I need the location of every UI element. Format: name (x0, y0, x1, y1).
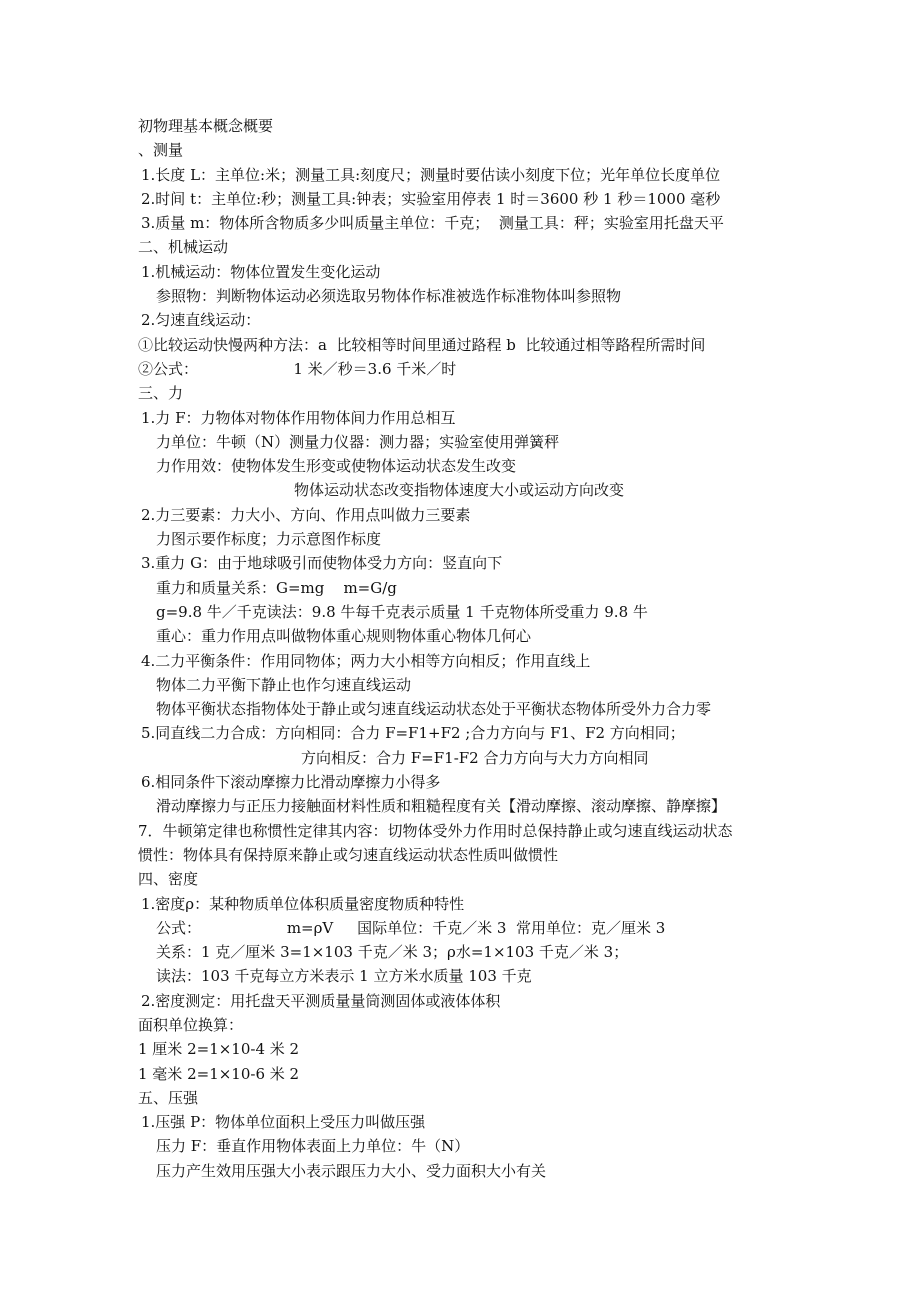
document-title: 初物理基本概念概要 (138, 117, 274, 135)
text-line: 1.力 F：力物体对物体作用物体间力作用总相互 (141, 408, 456, 427)
text-line: 重力和质量关系：G=mg m=G/g (156, 578, 397, 597)
text-line: 关系：1 克／厘米 3=1×103 千克／米 3；ρ水=1×103 千克／米 3； (156, 943, 629, 962)
text-line: 力单位：牛顿（N）测量力仪器：测力器；实验室使用弹簧秤 (156, 432, 560, 451)
text-line: 惯性：物体具有保持原来静止或匀速直线运动状态性质叫做惯性 (138, 845, 559, 864)
section-heading: 、测量 (138, 141, 184, 160)
section-heading: 五、压强 (138, 1088, 199, 1107)
text-line: 4.二力平衡条件：作用同物体；两力大小相等方向相反；作用直线上 (141, 651, 591, 670)
text-line: 物体运动状态改变指物体速度大小或运动方向改变 (294, 481, 625, 500)
text-line: g=9.8 牛／千克读法：9.8 牛每千克表示质量 1 千克物体所受重力 9.8 牛 (156, 602, 648, 621)
text-line: 公式： m=ρV 国际单位：千克／米 3 常用单位：克／厘米 3 (156, 918, 666, 937)
text-line: 6.相同条件下滚动摩擦力比滑动摩擦力小得多 (141, 773, 441, 792)
text-line: 压力 F：垂直作用物体表面上力单位：牛（N） (156, 1137, 470, 1156)
text-line: 方向相反：合力 F=F1-F2 合力方向与大力方向相同 (301, 748, 649, 767)
text-line: 1 厘米 2=1×10-4 米 2 (138, 1040, 300, 1059)
text-line: 滑动摩擦力与正压力接触面材料性质和粗糙程度有关【滑动摩擦、滚动摩擦、静摩擦】 (156, 797, 727, 816)
text-line: 3.重力 G：由于地球吸引而使物体受力方向：竖直向下 (141, 554, 503, 573)
text-line: 2.力三要素：力大小、方向、作用点叫做力三要素 (141, 505, 471, 524)
section-heading: 三、力 (138, 384, 184, 403)
text-line: 压力产生效用压强大小表示跟压力大小、受力面积大小有关 (156, 1161, 547, 1180)
text-line: 物体二力平衡下静止也作匀速直线运动 (156, 675, 412, 694)
text-line: 力图示要作标度；力示意图作标度 (156, 530, 382, 549)
document-body (138, 114, 798, 1183)
text-line: 重心：重力作用点叫做物体重心规则物体重心物体几何心 (156, 627, 532, 646)
text-line: 参照物：判断物体运动必须选取另物体作标准被选作标准物体叫参照物 (156, 287, 622, 306)
text-line: 力作用效：使物体发生形变或使物体运动状态发生改变 (156, 457, 517, 476)
text-line: 3.质量 m：物体所含物质多少叫质量主单位：千克； 测量工具：秤；实验室用托盘天平 (141, 214, 724, 233)
section-heading: 二、机械运动 (138, 238, 229, 257)
text-line: 1.压强 P：物体单位面积上受压力叫做压强 (141, 1113, 426, 1132)
text-line: 1 毫米 2=1×10-6 米 2 (138, 1064, 300, 1083)
text-line: 面积单位换算： (138, 1015, 244, 1034)
text-line: 2.匀速直线运动： (141, 311, 261, 330)
text-line: 2.时间 t：主单位:秒；测量工具:钟表；实验室用停表 1 时＝3600 秒 1 秒＝1000 毫秒 (141, 189, 721, 208)
text-line: 5.同直线二力合成：方向相同：合力 F=F1+F2 ;合力方向与 F1、F2 方向相同； (141, 724, 685, 743)
text-line: ②公式： 1 米／秒＝3.6 千米／时 (138, 359, 457, 378)
text-line: 1.机械运动：物体位置发生变化运动 (141, 262, 381, 281)
text-line: 物体平衡状态指物体处于静止或匀速直线运动状态处于平衡状态物体所受外力合力零 (156, 700, 712, 719)
text-line: 读法：103 千克每立方米表示 1 立方米水质量 103 千克 (156, 967, 532, 986)
section-heading: 四、密度 (138, 870, 199, 889)
text-line: 7．牛顿第定律也称惯性定律其内容：切物体受外力作用时总保持静止或匀速直线运动状态 (138, 821, 733, 840)
text-line: 1.长度 L：主单位:米；测量工具:刻度尺；测量时要估读小刻度下位；光年单位长度单位 (141, 165, 721, 184)
text-line: ①比较运动快慢两种方法：a 比较相等时间里通过路程 b 比较通过相等路程所需时间 (138, 335, 706, 354)
text-line: 2.密度测定：用托盘天平测质量量筒测固体或液体体积 (141, 991, 501, 1010)
text-line: 1.密度ρ：某种物质单位体积质量密度物质种特性 (141, 894, 465, 913)
